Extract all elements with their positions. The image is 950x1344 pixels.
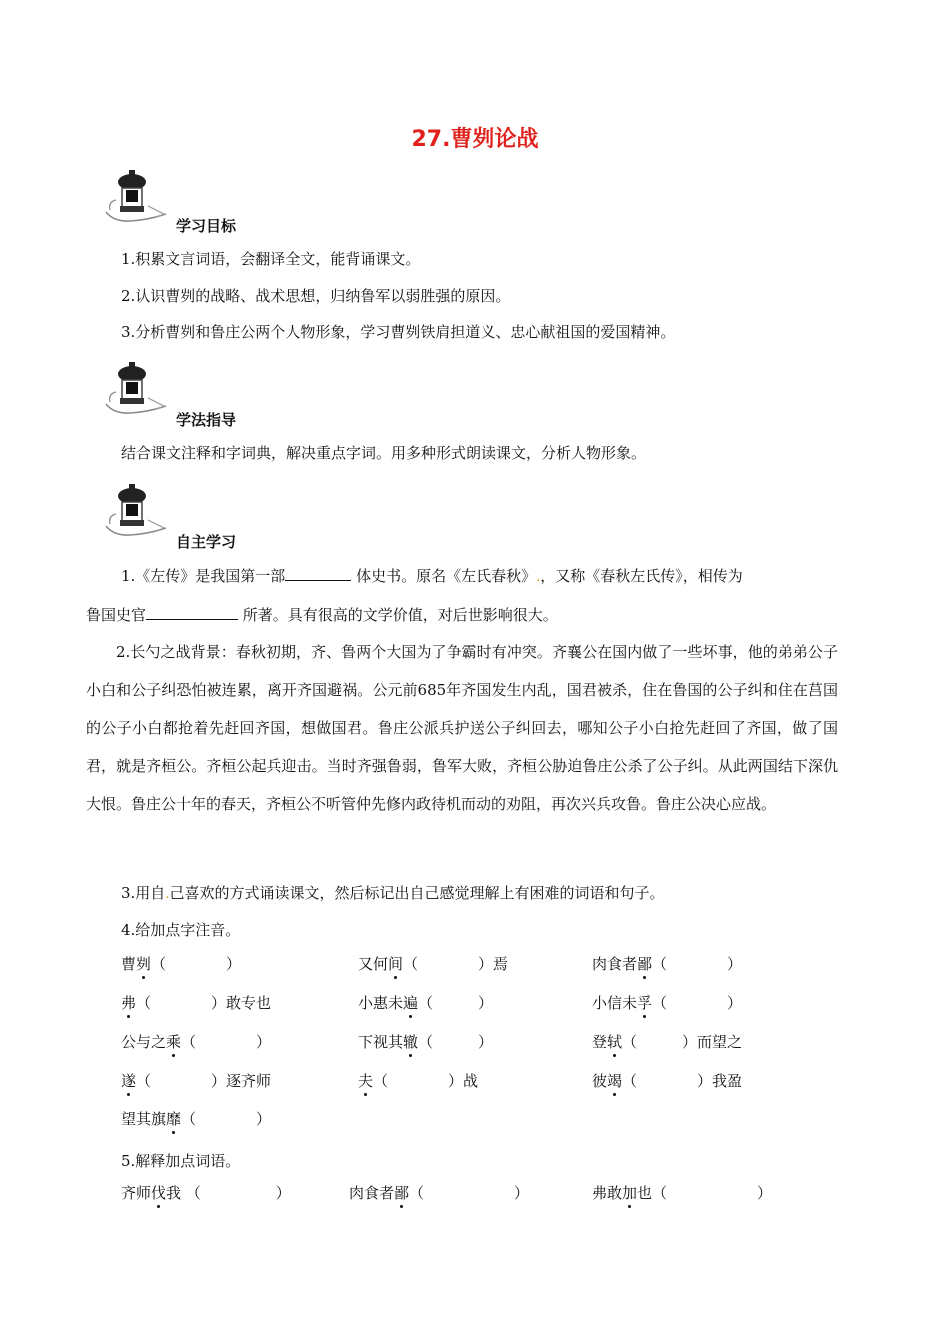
- lantern-icon: [100, 166, 172, 228]
- definition-item[interactable]: 齐师伐我 （ ）: [121, 1184, 291, 1202]
- pinyin-item[interactable]: 望其旗靡（ ）: [121, 1110, 272, 1128]
- dotted-char: 鄙: [394, 1184, 410, 1202]
- dotted-char: 刿: [136, 955, 152, 973]
- pinyin-item[interactable]: 肉食者鄙（ ）: [592, 955, 743, 973]
- section-heading-goals: 学习目标: [176, 217, 237, 235]
- dotted-char: 辙: [403, 1033, 419, 1051]
- dotted-char: 轼: [607, 1033, 623, 1051]
- dotted-char: 加: [622, 1184, 638, 1202]
- q1-text: ，又称《春秋左氏传》，相传为: [540, 567, 743, 585]
- dotted-char: 遍: [403, 994, 419, 1012]
- question-5-label: 5.解释加点词语。: [121, 1152, 241, 1170]
- pinyin-item[interactable]: 登轼（ ）而望之: [592, 1033, 743, 1051]
- q1-text: 鲁国史官: [86, 606, 147, 624]
- pinyin-item[interactable]: 遂（ ）逐齐师: [121, 1072, 272, 1090]
- dotted-char: 遂: [121, 1072, 137, 1090]
- pinyin-item[interactable]: 曹刿（ ）: [121, 955, 242, 973]
- section-heading-self-study: 自主学习: [176, 533, 237, 551]
- q3-text: 己喜欢的方式诵读课文，然后标记出自己感觉理解上有困难的词语和句子。: [169, 884, 665, 902]
- answer-blank[interactable]: [285, 566, 351, 581]
- goal-item: 3.分析曹刿和鲁庄公两个人物形象，学习曹刿铁肩担道义、忠心献祖国的爱国精神。: [121, 323, 676, 341]
- method-text: 结合课文注释和字词典，解决重点字词。用多种形式朗读课文，分析人物形象。: [121, 444, 647, 462]
- definition-item[interactable]: 弗敢加也（ ）: [592, 1184, 773, 1202]
- pinyin-item[interactable]: 下视其辙（ ）: [358, 1033, 494, 1051]
- section-heading-method: 学法指导: [176, 411, 237, 429]
- lantern-icon: [100, 480, 172, 542]
- pinyin-item[interactable]: 夫（ ）战: [358, 1072, 479, 1090]
- goal-item: 2.认识曹刿的战略、战术思想，归纳鲁军以弱胜强的原因。: [121, 287, 511, 305]
- q3-text: 3.用自: [121, 884, 166, 902]
- question-4-label: 4.给加点字注音。: [121, 921, 241, 939]
- dotted-char: 乘: [166, 1033, 182, 1051]
- edit-mark: .: [536, 570, 541, 585]
- dotted-char: 鄙: [637, 955, 653, 973]
- pinyin-item[interactable]: 小信未孚（ ）: [592, 994, 743, 1012]
- q1-text: 体史书。原名《左氏春秋》: [356, 567, 537, 585]
- page-title: 27.曹刿论战: [411, 127, 539, 152]
- answer-blank[interactable]: [146, 605, 238, 620]
- pinyin-item[interactable]: 公与之乘（ ）: [121, 1033, 272, 1051]
- pinyin-item[interactable]: 又何间（ ）焉: [358, 955, 509, 973]
- q1-text: 1.《左传》是我国第一部: [121, 567, 286, 585]
- definition-item[interactable]: 肉食者鄙（ ）: [349, 1184, 530, 1202]
- q1-text: 所著。具有很高的文学价值，对后世影响很大。: [242, 606, 558, 624]
- dotted-char: 靡: [166, 1110, 182, 1128]
- pinyin-item[interactable]: 弗（ ）敢专也: [121, 994, 272, 1012]
- dotted-char: 间: [388, 955, 404, 973]
- dotted-char: 竭: [607, 1072, 623, 1090]
- dotted-char: 伐: [151, 1184, 167, 1202]
- dotted-char: 夫: [358, 1072, 374, 1090]
- edit-mark: .: [165, 887, 170, 902]
- goal-item: 1.积累文言词语，会翻译全文，能背诵课文。: [121, 250, 421, 268]
- dotted-char: 孚: [637, 994, 653, 1012]
- question-3: [121, 882, 664, 903]
- pinyin-item[interactable]: 小惠未遍（ ）: [358, 994, 494, 1012]
- pinyin-item[interactable]: 彼竭（ ）我盈: [592, 1072, 743, 1090]
- dotted-char: 弗: [121, 994, 137, 1012]
- question-2-background: 2.长勺之战背景：春秋初期，齐、鲁两个大国为了争霸时有冲突。齐襄公在国内做了一些坏事，他的弟弟公子小白和公子纠恐怕被连累，离开齐国避祸。公元前685年齐国发生内乱，国君被杀，住在鲁国的公子纠和住在莒国的公子小白都抢着先赶回齐国，想做国君。鲁庄公派兵护送公子纠回去，哪知公子小白抢先赶回了齐国，做了国君，就是齐桓公。齐桓公起兵迎击。当时齐强鲁弱，鲁军大败，齐桓公胁迫鲁庄公杀了公子纠。从此两国结下深仇大恨。鲁庄公十年的春天，齐桓公不听管仲先修内政待机而动的劝阻，再次兴兵攻鲁。鲁庄公决心应战。: [86, 643, 838, 813]
- question-1-line-2: [86, 604, 558, 625]
- lantern-icon: [100, 358, 172, 420]
- question-1-line-1: [121, 565, 743, 586]
